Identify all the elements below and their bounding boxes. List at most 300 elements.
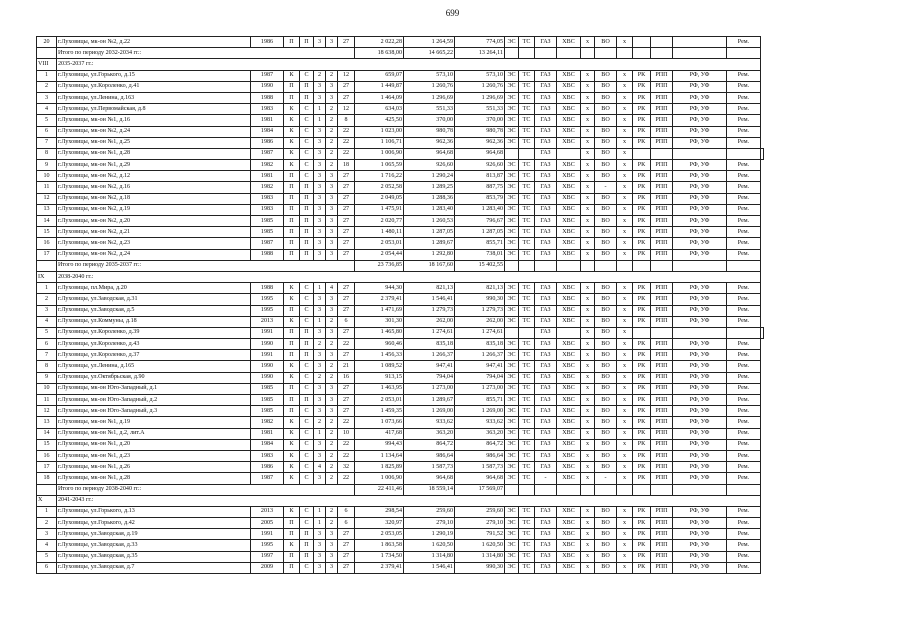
empty-cell (557, 484, 581, 495)
cell-facade-repair: РПП (651, 372, 673, 383)
cell-floor-type: П (300, 227, 314, 238)
cell-floors: 3 (314, 395, 326, 406)
cell-apartments: 8 (338, 115, 355, 126)
cell-hot-water-alt: х (617, 115, 633, 126)
cell-total-area: 1 465,80 (355, 327, 404, 338)
cell-address: г.Луховицы, мк-он №2, д.19 (57, 204, 251, 215)
table-row (37, 204, 764, 215)
cell-address: г.Луховицы, мк-он Юго-Западный, д.3 (57, 406, 251, 417)
cell-repair-note: Рем. (727, 92, 761, 103)
cell-living-area: 926,60 (404, 160, 455, 171)
cell-heating: ТС (519, 126, 535, 137)
table-row (37, 92, 764, 103)
cell-repair-note: Рем. (727, 439, 761, 450)
cell-heating: ТС (519, 395, 535, 406)
cell-roof-repair: РК (633, 395, 651, 406)
cell-roof-repair: РК (633, 283, 651, 294)
cell-hot-water: х (581, 171, 595, 182)
table-row (37, 227, 764, 238)
cell-entrances: 2 (326, 428, 338, 439)
cell-address: г.Луховицы, ул.Заводская, д.19 (57, 529, 251, 540)
cell-cold-water: ХВС (557, 506, 581, 517)
cell-hot-water: х (581, 137, 595, 148)
cell-foundation-repair: РФ, УФ (673, 305, 727, 316)
cell-floor-type: П (300, 540, 314, 551)
cell-heating: ТС (519, 238, 535, 249)
cell-floors: 1 (314, 428, 326, 439)
cell-entrances: 3 (326, 406, 338, 417)
cell-residential-area: 962,36 (455, 137, 505, 148)
cell-address: г.Луховицы, ул.Короленко, д.41 (57, 81, 251, 92)
cell-drainage: ВО (595, 92, 617, 103)
cell-total-area: 1 480,11 (355, 227, 404, 238)
cell-residential-area: 853,79 (455, 193, 505, 204)
table-row (37, 137, 764, 148)
cell-cold-water: ХВС (557, 383, 581, 394)
cell-hot-water: х (581, 227, 595, 238)
cell-row-number: 10 (37, 383, 57, 394)
cell-hot-water: х (581, 92, 595, 103)
cell-year-built: 1982 (251, 182, 284, 193)
cell-wall-material: П (284, 171, 300, 182)
cell-roof-repair: РК (633, 462, 651, 473)
cell-gas: ГАЗ (535, 450, 557, 461)
cell-apartments: 6 (338, 316, 355, 327)
cell-gas: ГАЗ (535, 361, 557, 372)
cell-repair-note: Рем. (727, 361, 761, 372)
cell-residential-area: 738,01 (455, 249, 505, 260)
cell-wall-material: К (284, 372, 300, 383)
table-row (37, 171, 764, 182)
cell-hot-water-alt: х (617, 294, 633, 305)
table-row (37, 182, 764, 193)
section-number: VIII (37, 59, 57, 70)
cell-row-number (37, 484, 57, 495)
cell-living-area: 980,78 (404, 126, 455, 137)
cell-roof-repair: РК (633, 518, 651, 529)
empty-cell (505, 48, 519, 59)
cell-hot-water: х (581, 115, 595, 126)
cell-wall-material: П (284, 238, 300, 249)
empty-cell (581, 260, 595, 271)
cell-repair-note: Рем. (727, 104, 761, 115)
cell-entrances: 3 (326, 193, 338, 204)
cell-year-built: 1983 (251, 193, 284, 204)
cell-total-area: 1 023,00 (355, 126, 404, 137)
cell-cold-water: ХВС (557, 238, 581, 249)
table-row (37, 37, 764, 48)
cell-residential-area: 1 266,37 (455, 350, 505, 361)
cell-floors: 3 (314, 562, 326, 573)
cell-floors: 1 (314, 316, 326, 327)
cell-living-area: 1 314,80 (404, 551, 455, 562)
cell-total-area: 1 106,71 (355, 137, 404, 148)
cell-wall-material: К (284, 417, 300, 428)
cell-floor-type: С (300, 305, 314, 316)
cell-cold-water: ХВС (557, 283, 581, 294)
cell-foundation-repair: РФ, УФ (673, 473, 727, 484)
cell-cold-water: ХВС (557, 462, 581, 473)
cell-power-supply: ЭС (505, 92, 519, 103)
cell-residential-area: 259,60 (455, 506, 505, 517)
cell-repair-note: Рем. (727, 294, 761, 305)
cell-living-area: 1 273,00 (404, 383, 455, 394)
cell-address: г.Луховицы, мк-он №2, д.24 (57, 126, 251, 137)
cell-roof-repair: РК (633, 70, 651, 81)
section-number: IX (37, 271, 57, 282)
cell-entrances: 2 (326, 339, 338, 350)
cell-hot-water-alt: х (617, 227, 633, 238)
cell-total-area: 425,50 (355, 115, 404, 126)
cell-hot-water-alt: х (617, 137, 633, 148)
cell-heating: ТС (519, 294, 535, 305)
cell-apartments: 21 (338, 361, 355, 372)
cell-total-area: 1 863,58 (355, 540, 404, 551)
cell-roof-repair: РК (633, 439, 651, 450)
cell-hot-water: х (581, 216, 595, 227)
cell-apartments: 18 (338, 160, 355, 171)
cell-heating: ТС (519, 361, 535, 372)
cell-year-built: 1987 (251, 148, 284, 159)
cell-year-built: 1990 (251, 361, 284, 372)
cell-wall-material: П (284, 406, 300, 417)
cell-floors: 2 (314, 339, 326, 350)
cell-cold-water: ХВС (557, 115, 581, 126)
cell-hot-water: х (581, 551, 595, 562)
cell-residential-area: 1 260,76 (455, 81, 505, 92)
cell-row-number: 1 (37, 506, 57, 517)
cell-floors: 2 (314, 372, 326, 383)
cell-repair-note: Рем. (727, 238, 761, 249)
cell-repair-note: Рем. (727, 81, 761, 92)
cell-foundation-repair: РФ, УФ (673, 227, 727, 238)
cell-foundation-repair: РФ, УФ (673, 216, 727, 227)
cell-drainage: ВО (595, 327, 617, 338)
cell-cold-water: ХВС (557, 562, 581, 573)
cell-heating: ТС (519, 439, 535, 450)
cell-row-number: 4 (37, 104, 57, 115)
cell-power-supply: ЭС (505, 104, 519, 115)
cell-row-number: 5 (37, 327, 57, 338)
table-row (37, 551, 764, 562)
cell-floors: 4 (314, 462, 326, 473)
cell-cold-water: ХВС (557, 182, 581, 193)
cell-row-number: 6 (37, 562, 57, 573)
subtotal-row (37, 260, 764, 271)
cell-floors: 3 (314, 439, 326, 450)
cell-roof-repair: РК (633, 339, 651, 350)
empty-cell (651, 260, 673, 271)
cell-heating: ТС (519, 372, 535, 383)
cell-year-built: 1984 (251, 439, 284, 450)
cell-gas: ГАЗ (535, 104, 557, 115)
cell-floors: 3 (314, 406, 326, 417)
cell-gas: ГАЗ (535, 383, 557, 394)
table-row (37, 562, 764, 573)
cell-repair-note: Рем. (727, 372, 761, 383)
cell-foundation-repair: РФ, УФ (673, 316, 727, 327)
cell-entrances: 2 (326, 160, 338, 171)
cell-hot-water-alt: х (617, 383, 633, 394)
cell-living-area: 1 290,24 (404, 171, 455, 182)
cell-total-area: 301,30 (355, 316, 404, 327)
cell-facade-repair (651, 327, 673, 338)
subtotal-label: Итого по периоду 2035-2037 гг.: (57, 260, 355, 271)
cell-row-number: 20 (37, 37, 57, 48)
cell-foundation-repair: РФ, УФ (673, 204, 727, 215)
subtotal-value: 22 411,46 (355, 484, 404, 495)
cell-floors: 3 (314, 227, 326, 238)
cell-row-number: 13 (37, 417, 57, 428)
cell-gas: ГАЗ (535, 227, 557, 238)
cell-floor-type: П (300, 350, 314, 361)
cell-drainage: ВО (595, 406, 617, 417)
cell-drainage: ВО (595, 283, 617, 294)
cell-power-supply: ЭС (505, 439, 519, 450)
cell-living-area: 370,00 (404, 115, 455, 126)
cell-address: г.Луховицы, мк-он №1, д.20 (57, 439, 251, 450)
cell-total-area: 417,68 (355, 428, 404, 439)
cell-drainage: ВО (595, 171, 617, 182)
cell-hot-water-alt: х (617, 361, 633, 372)
cell-cold-water: ХВС (557, 417, 581, 428)
cell-living-area: 835,18 (404, 339, 455, 350)
cell-power-supply: ЭС (505, 294, 519, 305)
cell-gas: ГАЗ (535, 316, 557, 327)
cell-gas: ГАЗ (535, 350, 557, 361)
cell-drainage: ВО (595, 137, 617, 148)
cell-total-area: 960,46 (355, 339, 404, 350)
cell-hot-water-alt: х (617, 518, 633, 529)
cell-entrances: 2 (326, 372, 338, 383)
empty-cell (535, 260, 557, 271)
cell-row-number: 14 (37, 428, 57, 439)
cell-apartments: 12 (338, 104, 355, 115)
cell-floor-type: П (300, 327, 314, 338)
cell-entrances: 3 (326, 249, 338, 260)
cell-address: г.Луховицы, мк-он №2, д.21 (57, 227, 251, 238)
cell-repair-note: Рем. (727, 160, 761, 171)
cell-roof-repair: РК (633, 182, 651, 193)
cell-living-area: 1 279,73 (404, 305, 455, 316)
cell-wall-material: П (284, 37, 300, 48)
cell-residential-area: 964,68 (455, 473, 505, 484)
cell-year-built: 1983 (251, 104, 284, 115)
cell-facade-repair: РПП (651, 249, 673, 260)
cell-row-number: 2 (37, 81, 57, 92)
cell-total-area: 1 475,91 (355, 204, 404, 215)
cell-total-area: 1 471,69 (355, 305, 404, 316)
cell-residential-area: 855,71 (455, 238, 505, 249)
cell-heating: ТС (519, 249, 535, 260)
cell-foundation-repair: РФ, УФ (673, 506, 727, 517)
cell-wall-material: П (284, 327, 300, 338)
cell-address: г.Луховицы, пл.Мира, д.20 (57, 283, 251, 294)
cell-residential-area: 990,30 (455, 294, 505, 305)
cell-entrances: 2 (326, 439, 338, 450)
table-row (37, 529, 764, 540)
cell-facade-repair: РПП (651, 227, 673, 238)
cell-heating: ТС (519, 305, 535, 316)
cell-address: г.Луховицы, ул.Короленко, д.39 (57, 327, 251, 338)
cell-entrances: 2 (326, 126, 338, 137)
cell-power-supply: ЭС (505, 450, 519, 461)
cell-living-area: 864,72 (404, 439, 455, 450)
cell-row-number: 2 (37, 518, 57, 529)
empty-cell (505, 260, 519, 271)
cell-address: г.Луховицы, мк-он №2, д.22 (57, 37, 251, 48)
cell-cold-water: ХВС (557, 137, 581, 148)
cell-hot-water-alt: х (617, 171, 633, 182)
subtotal-value: 18 167,60 (404, 260, 455, 271)
cell-living-area: 1 260,76 (404, 81, 455, 92)
cell-wall-material: П (284, 81, 300, 92)
cell-wall-material: П (284, 562, 300, 573)
cell-wall-material: К (284, 294, 300, 305)
cell-address: г.Луховицы, ул.Короленко, д.43 (57, 339, 251, 350)
cell-floor-type: П (300, 216, 314, 227)
cell-floor-type: С (300, 148, 314, 159)
cell-floors: 3 (314, 450, 326, 461)
cell-power-supply: ЭС (505, 417, 519, 428)
cell-total-area: 659,07 (355, 70, 404, 81)
table-row (37, 238, 764, 249)
cell-wall-material: П (284, 92, 300, 103)
cell-foundation-repair: РФ, УФ (673, 450, 727, 461)
cell-heating: ТС (519, 518, 535, 529)
cell-hot-water: х (581, 462, 595, 473)
cell-entrances: 3 (326, 37, 338, 48)
cell-year-built: 1985 (251, 406, 284, 417)
cell-foundation-repair (673, 37, 727, 48)
cell-gas: ГАЗ (535, 249, 557, 260)
cell-apartments: 27 (338, 283, 355, 294)
cell-floors: 1 (314, 283, 326, 294)
cell-floors: 3 (314, 204, 326, 215)
cell-wall-material: П (284, 350, 300, 361)
empty-cell (633, 484, 651, 495)
cell-roof-repair: РК (633, 160, 651, 171)
cell-hot-water-alt: х (617, 283, 633, 294)
cell-roof-repair: РК (633, 540, 651, 551)
subtotal-row (37, 484, 764, 495)
cell-facade-repair: РПП (651, 518, 673, 529)
cell-roof-repair: РК (633, 249, 651, 260)
table-row (37, 540, 764, 551)
cell-total-area: 1 459,35 (355, 406, 404, 417)
cell-hot-water-alt: х (617, 238, 633, 249)
cell-residential-area: 1 283,40 (455, 204, 505, 215)
cell-gas: ГАЗ (535, 327, 557, 338)
cell-power-supply (505, 148, 519, 159)
cell-floors: 1 (314, 506, 326, 517)
cell-year-built: 1987 (251, 473, 284, 484)
cell-gas: ГАЗ (535, 37, 557, 48)
subtotal-value: 18 638,00 (355, 48, 404, 59)
table-row (37, 327, 764, 338)
cell-heating: ТС (519, 417, 535, 428)
cell-floor-type: П (300, 249, 314, 260)
cell-drainage: ВО (595, 395, 617, 406)
cell-roof-repair (633, 37, 651, 48)
cell-roof-repair: РК (633, 294, 651, 305)
cell-cold-water: ХВС (557, 294, 581, 305)
cell-hot-water: х (581, 439, 595, 450)
cell-drainage: ВО (595, 204, 617, 215)
cell-apartments: 22 (338, 126, 355, 137)
cell-year-built: 1990 (251, 81, 284, 92)
cell-floor-type: П (300, 238, 314, 249)
cell-residential-area: 796,67 (455, 216, 505, 227)
cell-roof-repair: РК (633, 383, 651, 394)
cell-gas: ГАЗ (535, 294, 557, 305)
cell-foundation-repair: РФ, УФ (673, 428, 727, 439)
cell-entrances: 2 (326, 137, 338, 148)
cell-repair-note: Рем. (727, 506, 761, 517)
cell-roof-repair: РК (633, 372, 651, 383)
cell-year-built: 1981 (251, 115, 284, 126)
cell-row-number: 11 (37, 182, 57, 193)
cell-year-built: 1987 (251, 70, 284, 81)
cell-cold-water: ХВС (557, 395, 581, 406)
cell-heating: ТС (519, 540, 535, 551)
cell-power-supply: ЭС (505, 249, 519, 260)
cell-gas: ГАЗ (535, 171, 557, 182)
cell-address: г.Луховицы, мк-он №1, д.23 (57, 450, 251, 461)
cell-floor-type: С (300, 294, 314, 305)
cell-repair-note: Рем. (727, 115, 761, 126)
cell-heating: ТС (519, 462, 535, 473)
cell-residential-area: 794,04 (455, 372, 505, 383)
table-row (37, 294, 764, 305)
cell-drainage: ВО (595, 506, 617, 517)
cell-facade-repair: РПП (651, 182, 673, 193)
cell-year-built: 1991 (251, 350, 284, 361)
cell-heating: ТС (519, 227, 535, 238)
cell-heating: ТС (519, 193, 535, 204)
table-row (37, 462, 764, 473)
empty-cell (727, 48, 761, 59)
cell-living-area: 1 274,61 (404, 327, 455, 338)
cell-heating: ТС (519, 383, 535, 394)
cell-floor-type: П (300, 92, 314, 103)
cell-entrances: 3 (326, 204, 338, 215)
cell-power-supply: ЭС (505, 462, 519, 473)
cell-total-area: 1 456,33 (355, 350, 404, 361)
cell-foundation-repair: РФ, УФ (673, 439, 727, 450)
cell-year-built: 1985 (251, 383, 284, 394)
cell-power-supply: ЭС (505, 115, 519, 126)
cell-hot-water: х (581, 383, 595, 394)
cell-total-area: 2 054,44 (355, 249, 404, 260)
table-row (37, 115, 764, 126)
cell-row-number: 12 (37, 193, 57, 204)
subtotal-value: 14 665,22 (404, 48, 455, 59)
cell-power-supply: ЭС (505, 372, 519, 383)
table-row (37, 350, 764, 361)
subtotal-label: Итого по периоду 2038-2040 гг.: (57, 484, 355, 495)
empty-cell (651, 484, 673, 495)
cell-floor-type: П (300, 339, 314, 350)
cell-cold-water: ХВС (557, 428, 581, 439)
cell-row-number: 15 (37, 439, 57, 450)
empty-cell (673, 48, 727, 59)
cell-apartments: 27 (338, 92, 355, 103)
cell-cold-water: ХВС (557, 529, 581, 540)
empty-cell (617, 48, 633, 59)
cell-entrances: 3 (326, 327, 338, 338)
cell-wall-material: К (284, 316, 300, 327)
